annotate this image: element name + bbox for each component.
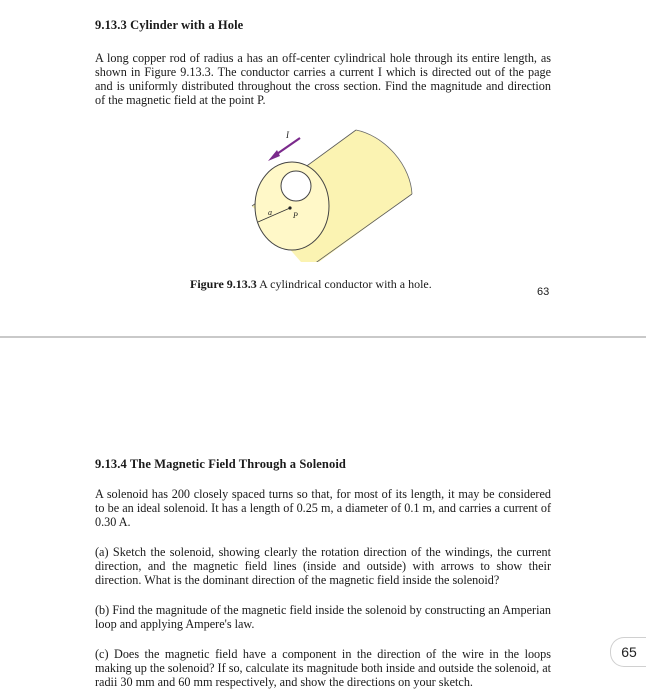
page-indicator[interactable]: 65	[610, 637, 646, 667]
figure-caption-text: A cylindrical conductor with a hole.	[256, 277, 432, 291]
cylinder-hole	[281, 171, 311, 201]
section-heading-cylinder: 9.13.3 Cylinder with a Hole	[95, 18, 244, 32]
problem-intro-solenoid: A solenoid has 200 closely spaced turns so that, for most of its length, it may be considered to be an ideal solenoid. It has a length of 0.25 m, a diameter of 0.1 m, and carries a current of 0.30 A.	[95, 487, 551, 529]
current-arrow-head	[268, 150, 280, 161]
point-p-label: P	[293, 211, 298, 220]
section-heading-solenoid: 9.13.4 The Magnetic Field Through a Solenoid	[95, 457, 346, 471]
page-number-63: 63	[537, 286, 550, 298]
current-label: I	[286, 130, 289, 140]
problem-part-c: (c) Does the magnetic field have a component in the direction of the wire in the loops making up the solenoid? If so, calculate its magnitude both inside and outside the solenoid, at radii 30 mm and 60 mm respectively, and show the directions on your sketch.	[95, 647, 551, 689]
figure-caption	[190, 277, 432, 292]
cylinder-diagram	[244, 122, 424, 262]
problem-part-b: (b) Find the magnitude of the magnetic field inside the solenoid by constructing an Amperian loop and applying Ampere's law.	[95, 603, 551, 631]
problem-part-a: (a) Sketch the solenoid, showing clearly the rotation direction of the windings, the current direction, and the magnetic field lines (inside and outside) with arrows to show their direction. What is the dominant direction of the magnetic field inside the solenoid?	[95, 545, 551, 587]
point-p-dot	[288, 206, 291, 209]
figure-caption-number: Figure 9.13.3	[190, 277, 257, 291]
problem-text-cylinder: A long copper rod of radius a has an off-center cylindrical hole through its entire length, as shown in Figure 9.13.3. The conductor carries a current I which is directed out of the page and is uniformly distributed throughout the cross section. Find the magnitude and direction of the magnetic field at the point P.	[95, 51, 551, 107]
cylinder-figure	[244, 122, 424, 267]
radius-label: a	[268, 208, 272, 217]
